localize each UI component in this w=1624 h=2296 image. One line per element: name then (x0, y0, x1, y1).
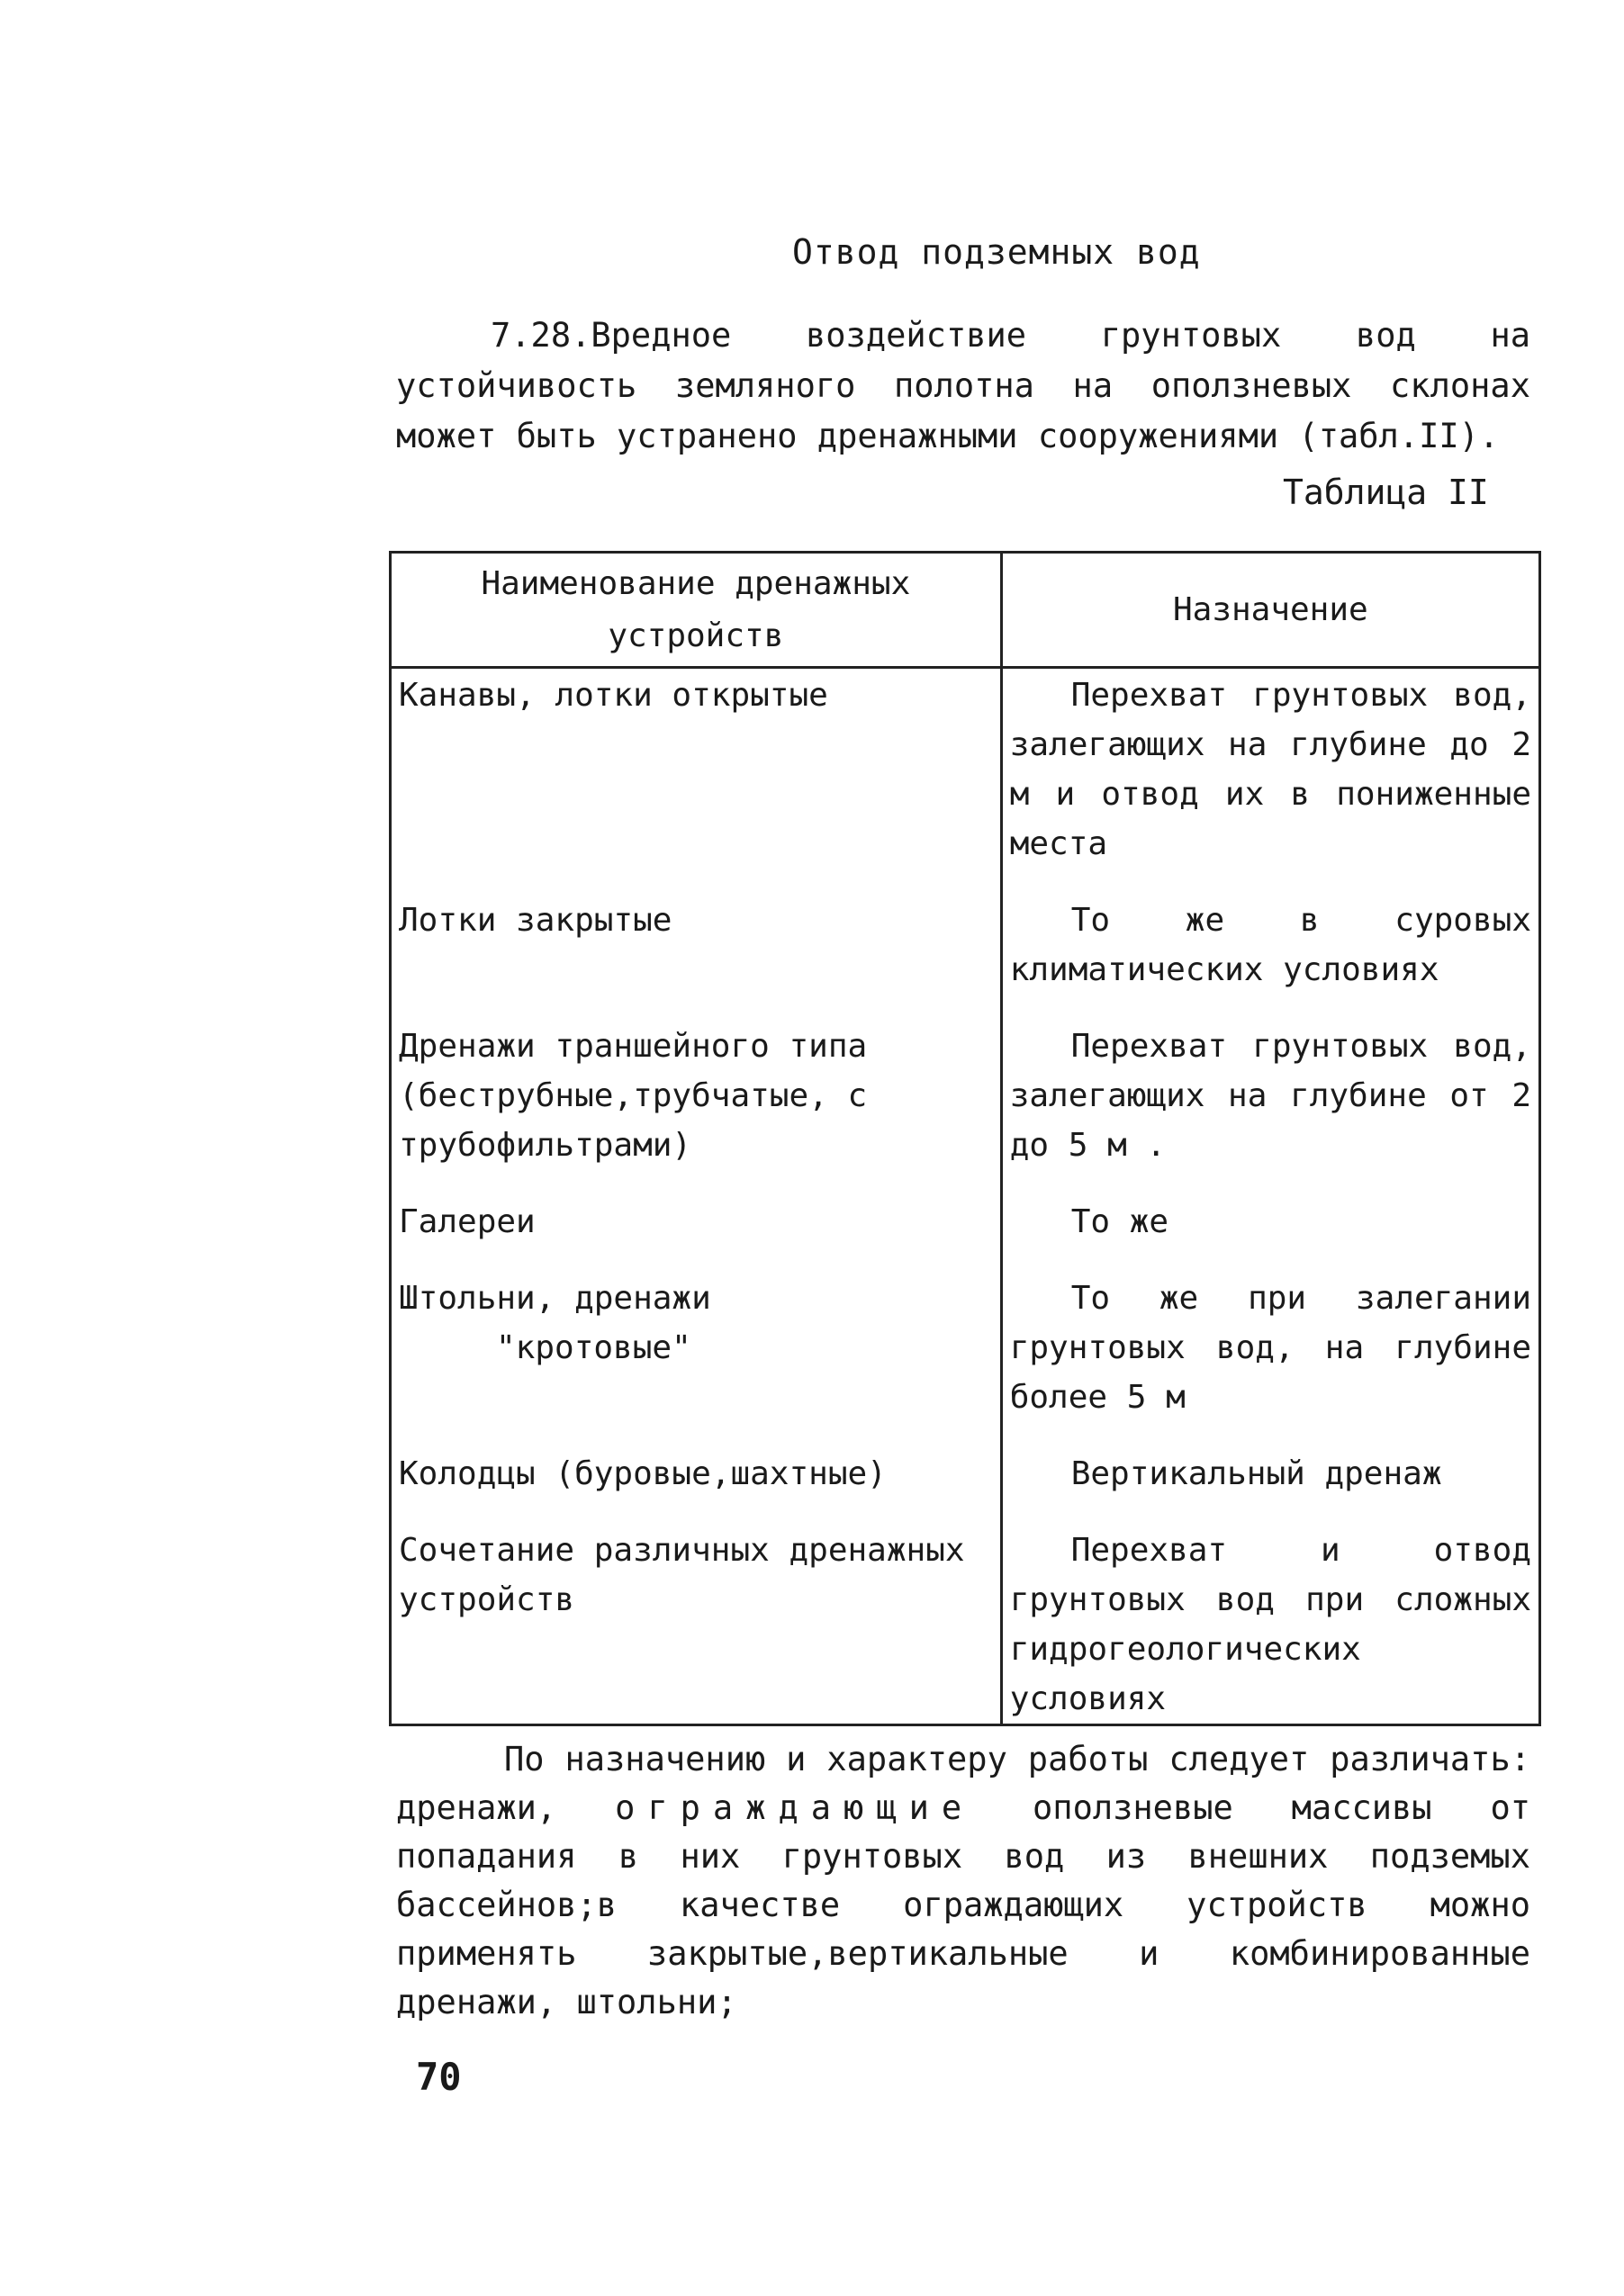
drainage-table (389, 551, 1541, 1726)
row-purpose: То же при залегании грунтовых вод, на глубине более 5 м (1001, 1274, 1539, 1449)
row-purpose: То же (1001, 1197, 1539, 1274)
row-name: Дренажи траншейного типа (беструбные,трубчатые, с трубофильтрами) (391, 1022, 1002, 1197)
intro-paragraph-block (396, 311, 1530, 462)
header-purpose: Назначение (1001, 553, 1539, 668)
table-row (391, 1197, 1540, 1274)
intro-paragraph: 7.28.Вредное воздействие грунтовых вод на устойчивость земляного полотна на оползневых склонах может быть устранено дренажными сооружениями (табл.II). (396, 316, 1530, 455)
after-paragraph-block (396, 1735, 1530, 2027)
header-name: Наименование дренажных устройств (391, 553, 1002, 668)
row-name-line: "кротовые" (496, 1329, 691, 1366)
table-row (391, 896, 1540, 1022)
table-caption: Таблица II (1283, 473, 1489, 512)
table-row (391, 1449, 1540, 1526)
table-row (391, 668, 1540, 896)
after-paragraph (396, 1735, 1530, 2027)
row-name: Сочетание различных дренажных устройств (391, 1526, 1002, 1725)
row-name (391, 1274, 1002, 1449)
row-purpose: Вертикальный дренаж (1001, 1449, 1539, 1526)
row-name: Колодцы (буровые,шахтные) (391, 1449, 1002, 1526)
row-purpose: Перехват и отвод грунтовых вод при сложных гидрогеологических условиях (1001, 1526, 1539, 1725)
table-row (391, 1526, 1540, 1725)
row-name: Лотки закрытые (391, 896, 1002, 1022)
section-heading: Отвод подземных вод (792, 232, 1201, 272)
page-number: 70 (416, 2055, 462, 2099)
spaced-emphasis-word: ограждающие (615, 1788, 975, 1827)
row-purpose: То же в суровых климатических условиях (1001, 896, 1539, 1022)
row-name: Галереи (391, 1197, 1002, 1274)
after-paragraph-part1: По назначению и характеру работы следует различать: дренажи, (396, 1740, 1530, 1827)
row-purpose: Перехват грунтовых вод, залегающих на глубине от 2 до 5 м . (1001, 1022, 1539, 1197)
table-row (391, 1022, 1540, 1197)
table-row (391, 1274, 1540, 1449)
row-name-line: Штольни, дренажи (399, 1280, 711, 1317)
row-name: Канавы, лотки открытые (391, 668, 1002, 896)
table-header-row (391, 553, 1540, 668)
after-paragraph-part2: оползневые массивы от попадания в них грунтовых вод из внешних подземых бассейнов;в качестве ограждающих устройств можно применять закрытые,вертикальные и комбинированные дренажи, штольни; (396, 1788, 1530, 2021)
row-purpose: Перехват грунтовых вод, залегающих на глубине до 2 м и отвод их в пониженные места (1001, 668, 1539, 896)
